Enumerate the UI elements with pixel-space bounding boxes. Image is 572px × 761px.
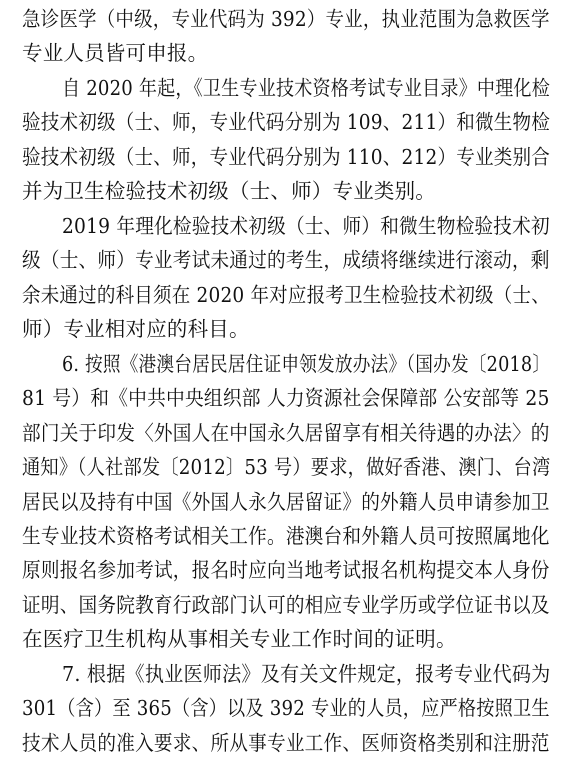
- text-line: 通知》（人社部发〔2012〕53 号）要求，做好香港、澳门、台湾: [22, 455, 551, 480]
- text-line: 急诊医学（中级，专业代码为 392）专业，执业范围为急救医学: [22, 7, 550, 31]
- text-line: 师）专业相对应的科目。: [22, 317, 250, 342]
- text-line: 级（士、师）专业考试未通过的考生，成绩将继续进行滚动，剩: [22, 248, 550, 273]
- text-line: 验技术初级（士、师，专业代码分别为 109、211）和微生物检: [22, 110, 550, 135]
- text-line: 验技术初级（士、师，专业代码分别为 110、212）专业类别合: [22, 144, 550, 169]
- text-line: 专业人员皆可申报。: [22, 41, 209, 66]
- paragraph-first-line: 6. 按照《港澳台居民居住证申领发放办法》（国办发〔2018〕: [62, 351, 551, 376]
- paragraph-first-line: 自 2020 年起，《卫生专业技术资格考试专业目录》中理化检: [62, 75, 550, 100]
- paragraph-first-line: 2019 年理化检验技术初级（士、师）和微生物检验技术初: [62, 213, 550, 238]
- text-line: 在医疗卫生机构从事相关专业工作时间的证明。: [22, 627, 457, 652]
- text-line: 301（含）至 365（含）以及 392 专业的人员，应严格按照卫生: [22, 696, 550, 721]
- text-line: 生专业技术资格考试相关工作。港澳台和外籍人员可按照属地化: [22, 524, 550, 549]
- text-line: 部门关于印发〈外国人在中国永久居留享有相关待遇的办法〉的: [22, 420, 550, 445]
- text-line: 并为卫生检验技术初级（士、师）专业类别。: [22, 179, 436, 204]
- text-line: 证明、国务院教育行政部门认可的相应专业学历或学位证书以及: [22, 592, 550, 617]
- text-line: 原则报名参加考试，报名时应向当地考试报名机构提交本人身份: [22, 558, 550, 583]
- text-line: 81 号）和《中共中央组织部 人力资源社会保障部 公安部等 25: [22, 386, 550, 411]
- text-line: 技术人员的准入要求、所从事专业工作、医师资格类别和注册范: [22, 730, 550, 755]
- text-line: 余未通过的科目须在 2020 年对应报考卫生检验技术初级（士、: [22, 282, 550, 307]
- text-line: 居民以及持有中国《外国人永久居留证》的外籍人员申请参加卫: [22, 489, 550, 514]
- paragraph-first-line: 7. 根据《执业医师法》及有关文件规定，报考专业代码为: [62, 661, 551, 686]
